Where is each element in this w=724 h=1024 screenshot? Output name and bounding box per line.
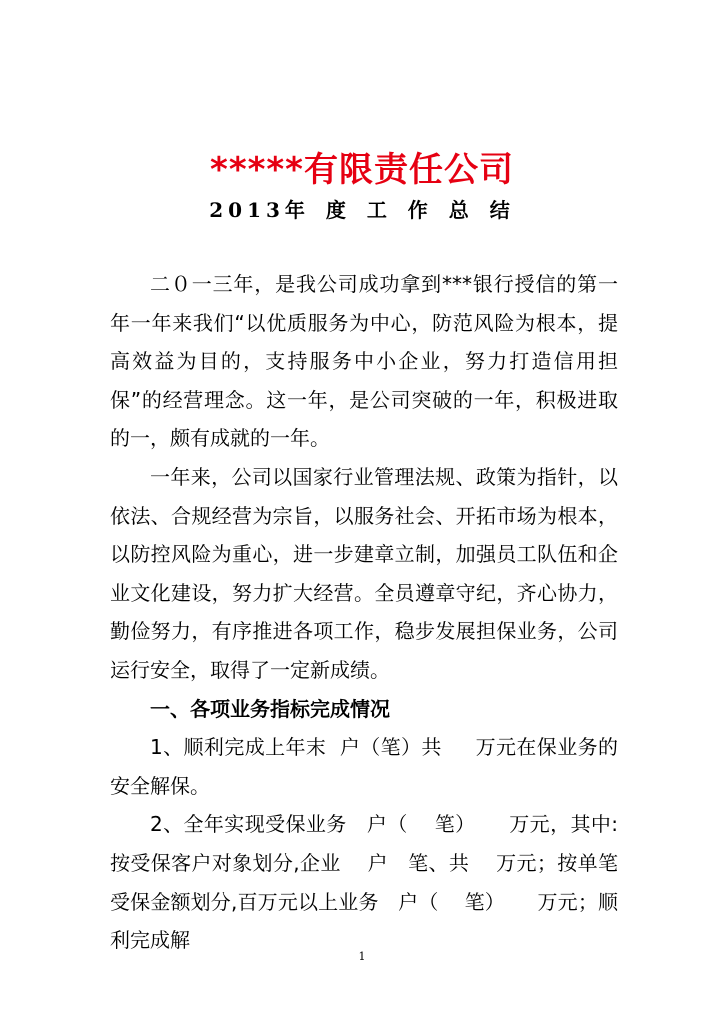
report-subtitle: 2013年 度 工 作 总 结 xyxy=(209,198,515,222)
list-item-2: 2、全年实现受保业务 户（ 笔） 万元，其中:按受保客户对象划分,企业 户 笔、共 万元；按单笔受保金额划分,百万元以上业务 户（ 笔） 万元；顺利完成解 xyxy=(110,812,618,953)
paragraph-intro: 二０一三年，是我公司成功拿到***银行授信的第一年一年来我们“以优质服务为中心，防范风险为根本，提高效益为目的，支持服务中小企业，努力打造信用担保”的经营理念。这一年，是公司突破的一年，积极进取的一，颇有成就的一年。 xyxy=(110,272,618,451)
page-number: 1 xyxy=(358,950,366,963)
section-heading: 一、各项业务指标完成情况 xyxy=(150,696,390,721)
list-item-1: 1、顺利完成上年末 户（笔）共 万元在保业务的安全解保。 xyxy=(110,735,618,798)
company-title: *****有限责任公司 xyxy=(210,150,514,190)
document-body xyxy=(110,265,618,960)
paragraph-overview: 一年来，公司以国家行业管理法规、政策为指针，以依法、合规经营为宗旨，以服务社会、开拓市场为根本，以防控风险为重心，进一步建章立制，加强员工队伍和企业文化建设，努力扩大经营。全员遵章守纪，齐心协力，勤俭努力，有序推进各项工作，稳步发展担保业务，公司运行安全，取得了一定新成绩。 xyxy=(110,464,618,682)
